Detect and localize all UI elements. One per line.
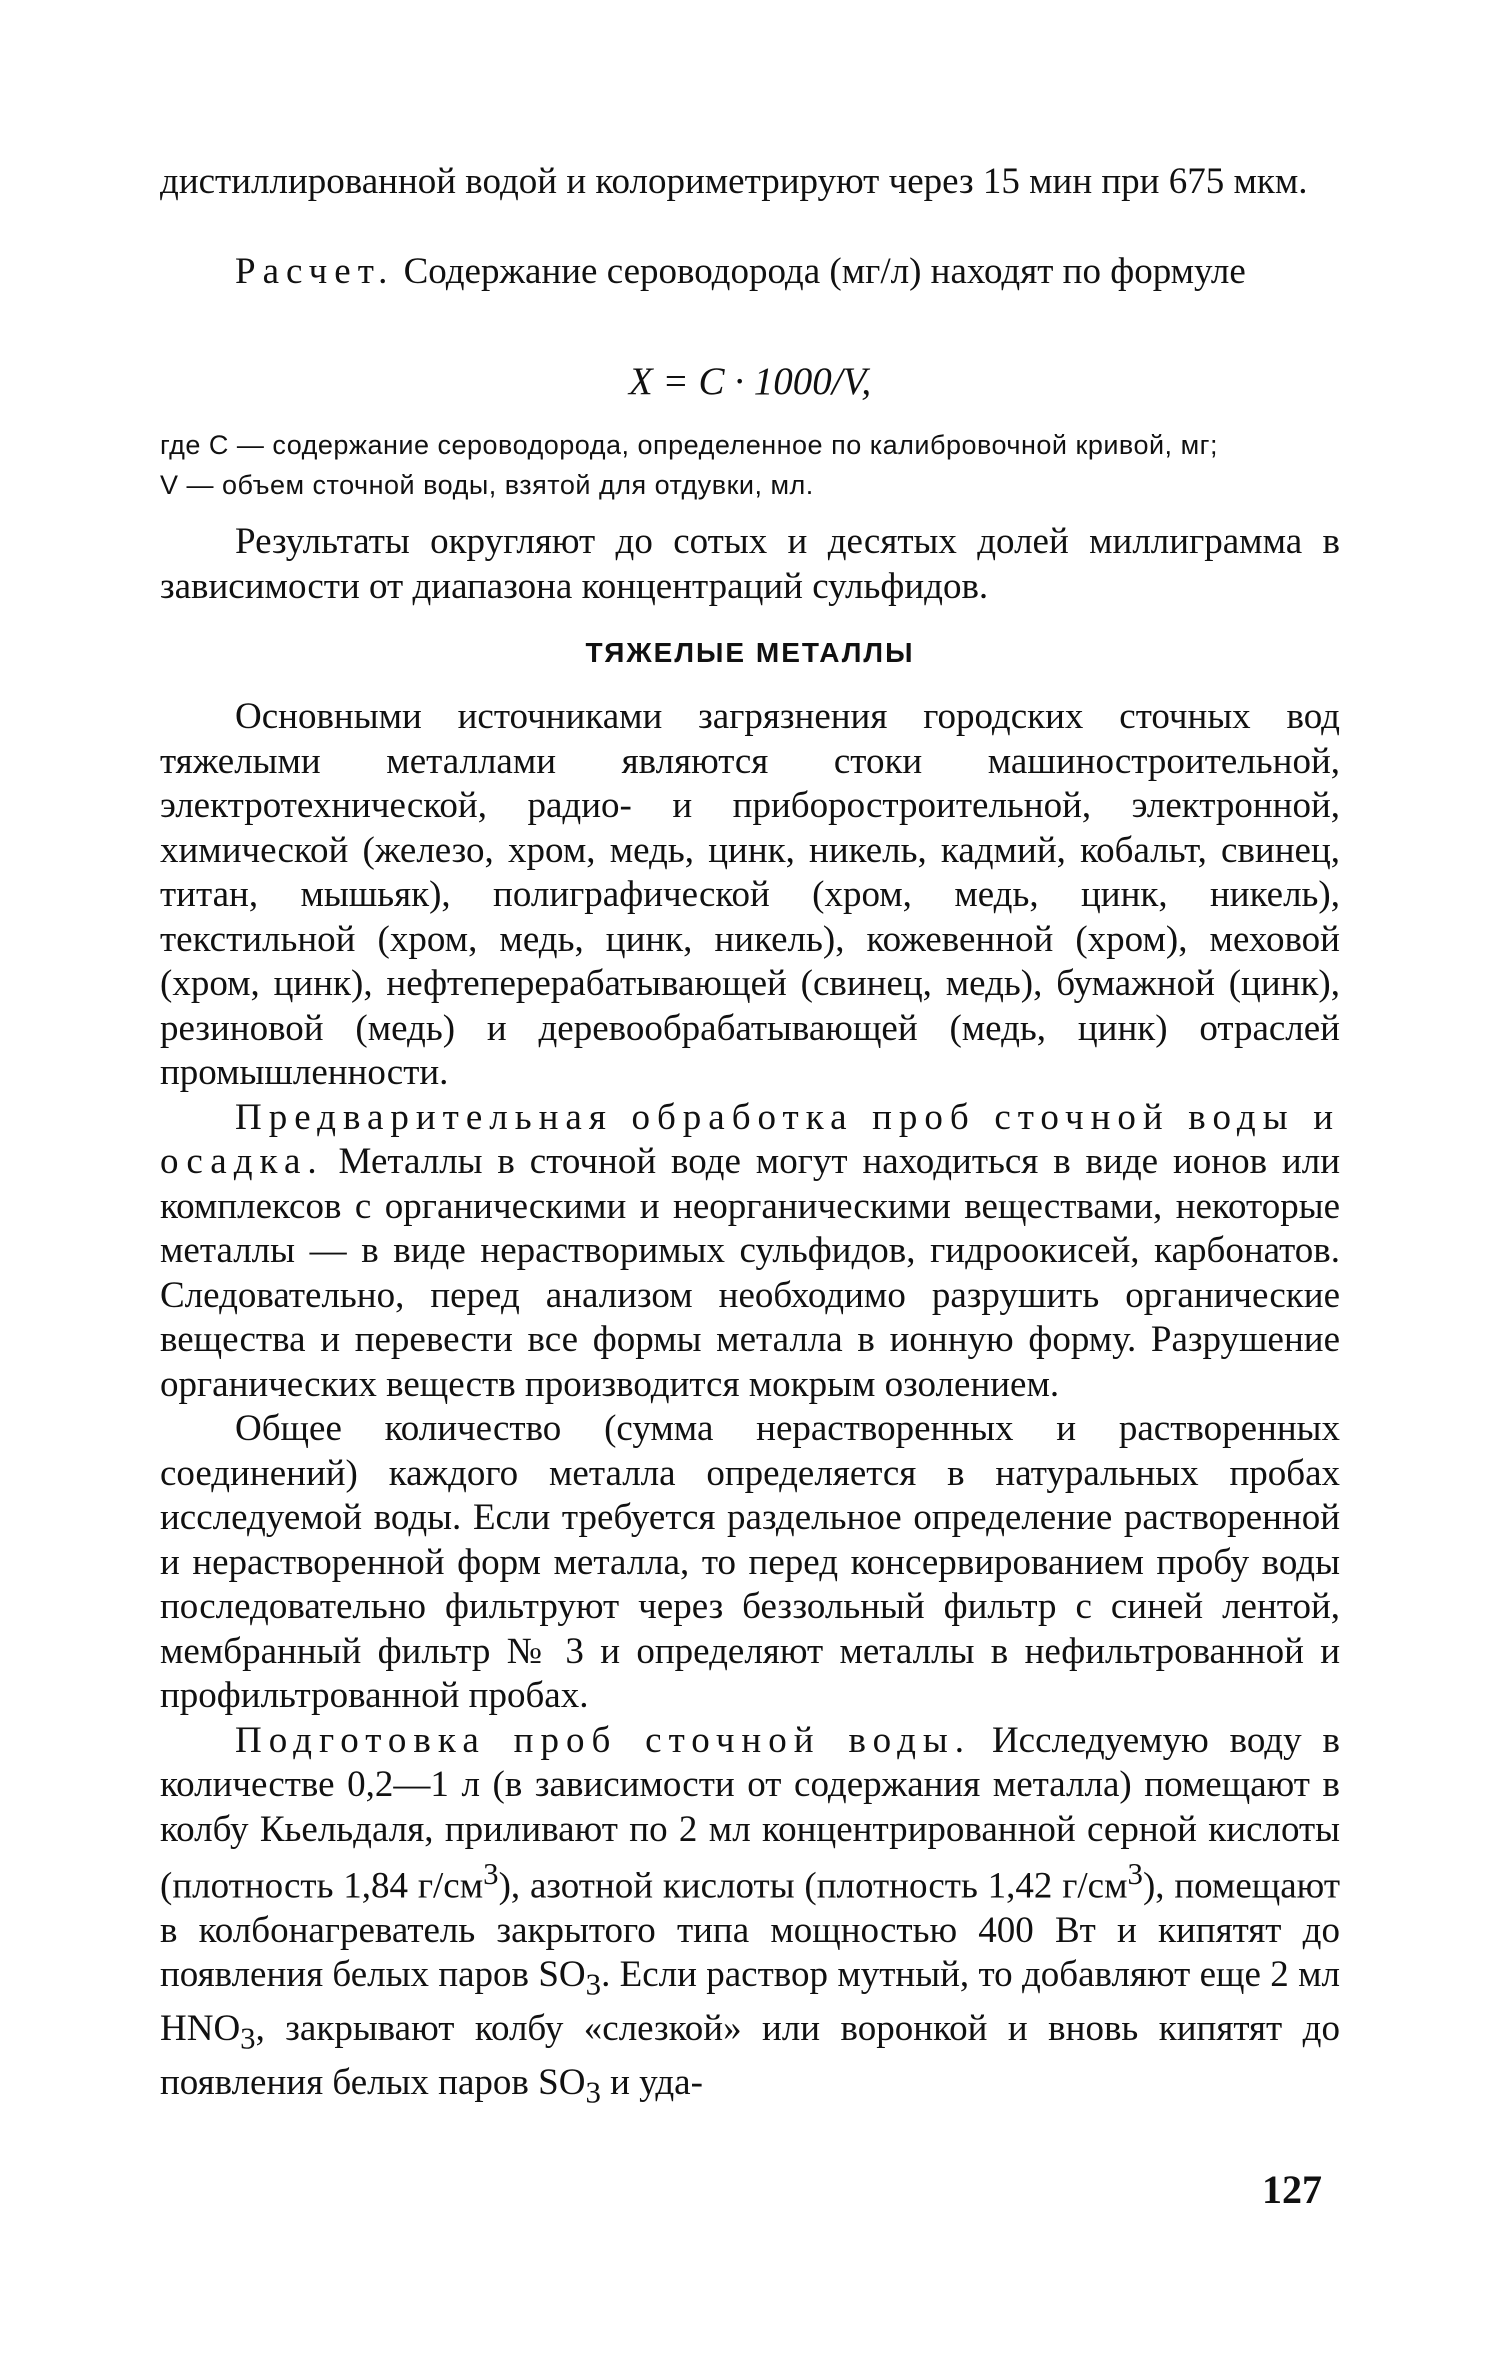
section-heading: ТЯЖЕЛЫЕ МЕТАЛЛЫ: [585, 637, 915, 668]
pretreatment-text: Металлы в сточной воде могут находиться в виде ионов или комплексов с органическими и неорганическими веществами, некоторые металлы — в виде нерастворимых сульфидов, гидроокисей, карбонатов. Следовательно, перед анализом необходимо разрушить органические вещества и перевести все формы металла в ионную форму. Разрушение органических веществ производится мокрым озолением.: [160, 1141, 1340, 1405]
calc-lead: Расчет.: [235, 251, 395, 292]
body-section: [160, 695, 1340, 2115]
preparation-lead: Подготовка проб сточной воды.: [235, 1719, 972, 1761]
page-number: 127: [1262, 2167, 1322, 2212]
pretreatment-lead: Предварительная обработка проб сточной воды и осадка.: [160, 1096, 1340, 1182]
text-top-continuation: [160, 160, 1340, 205]
formula: X = C · 1000/V,: [628, 360, 872, 403]
pretreatment-paragraph: [160, 1096, 1340, 1408]
formula-note-line-2: V — объем сточной воды, взятой для отдувки, мл.: [160, 470, 814, 500]
results-text: Результаты округляют до сотых и десятых долей миллиграмма в зависимости от диапазона концентраций сульфидов.: [160, 521, 1340, 607]
top-lines: дистиллированной водой и колориметрируют через 15 мин при 675 мкм.: [160, 161, 1308, 202]
calculation-paragraph: [160, 250, 1340, 295]
calc-text: Содержание сероводорода (мг/л) находят по формуле: [394, 251, 1246, 292]
preparation-paragraph: Подготовка проб сточной воды. Исследуемую воду в количестве 0,2—1 л (в зависимости от содержания металла) помещают в колбу Кьельдаля, приливают по 2 мл концентрированной серной кислоты (плотность 1,84 $г/см^3$), азотной кислоты (плотность 1,42 $г/см^3$), помещают в колбонагреватель закрытого типа мощностью 400 Вт и кипятят до появления белых паров $SO_3$. Если раствор мутный, то добавляют еще 2 мл $HNO_3$, закрывают колбу «слезкой» или воронкой и вновь кипятят до появления белых паров $SO_3$ и уда-: [160, 1719, 1340, 2110]
formula-note: [160, 425, 1340, 505]
results-paragraph: [160, 520, 1340, 609]
total-quantity-paragraph: Общее количество (сумма нерастворенных и растворенных соединений) каждого металла определяется в натуральных пробах исследуемой воды. Если требуется раздельное определение растворенной и нерастворенной форм металла, то перед консервированием пробу воды последовательно фильтруют через беззольный фильтр с синей лентой, мембранный фильтр № 3 и определяют металлы в нефильтрованной и профильтрованной пробах.: [160, 1408, 1340, 1716]
formula-note-line-1: где C — содержание сероводорода, определенное по калибровочной кривой, мг;: [160, 430, 1218, 460]
sources-paragraph: Основными источниками загрязнения городских сточных вод тяжелыми металлами являются стоки машиностроительной, электротехнической, радио- и приборостроительной, электронной, химической (железо, хром, медь, цинк, никель, кадмий, кобальт, свинец, титан, мышьяк), полиграфической (хром, медь, цинк, никель), текстильной (хром, медь, цинк, никель), кожевенной (хром), меховой (хром, цинк), нефтеперерабатывающей (свинец, медь), бумажной (цинк), резиновой (медь) и деревообрабатывающей (медь, цинк) отраслей промышленности.: [160, 696, 1340, 1093]
